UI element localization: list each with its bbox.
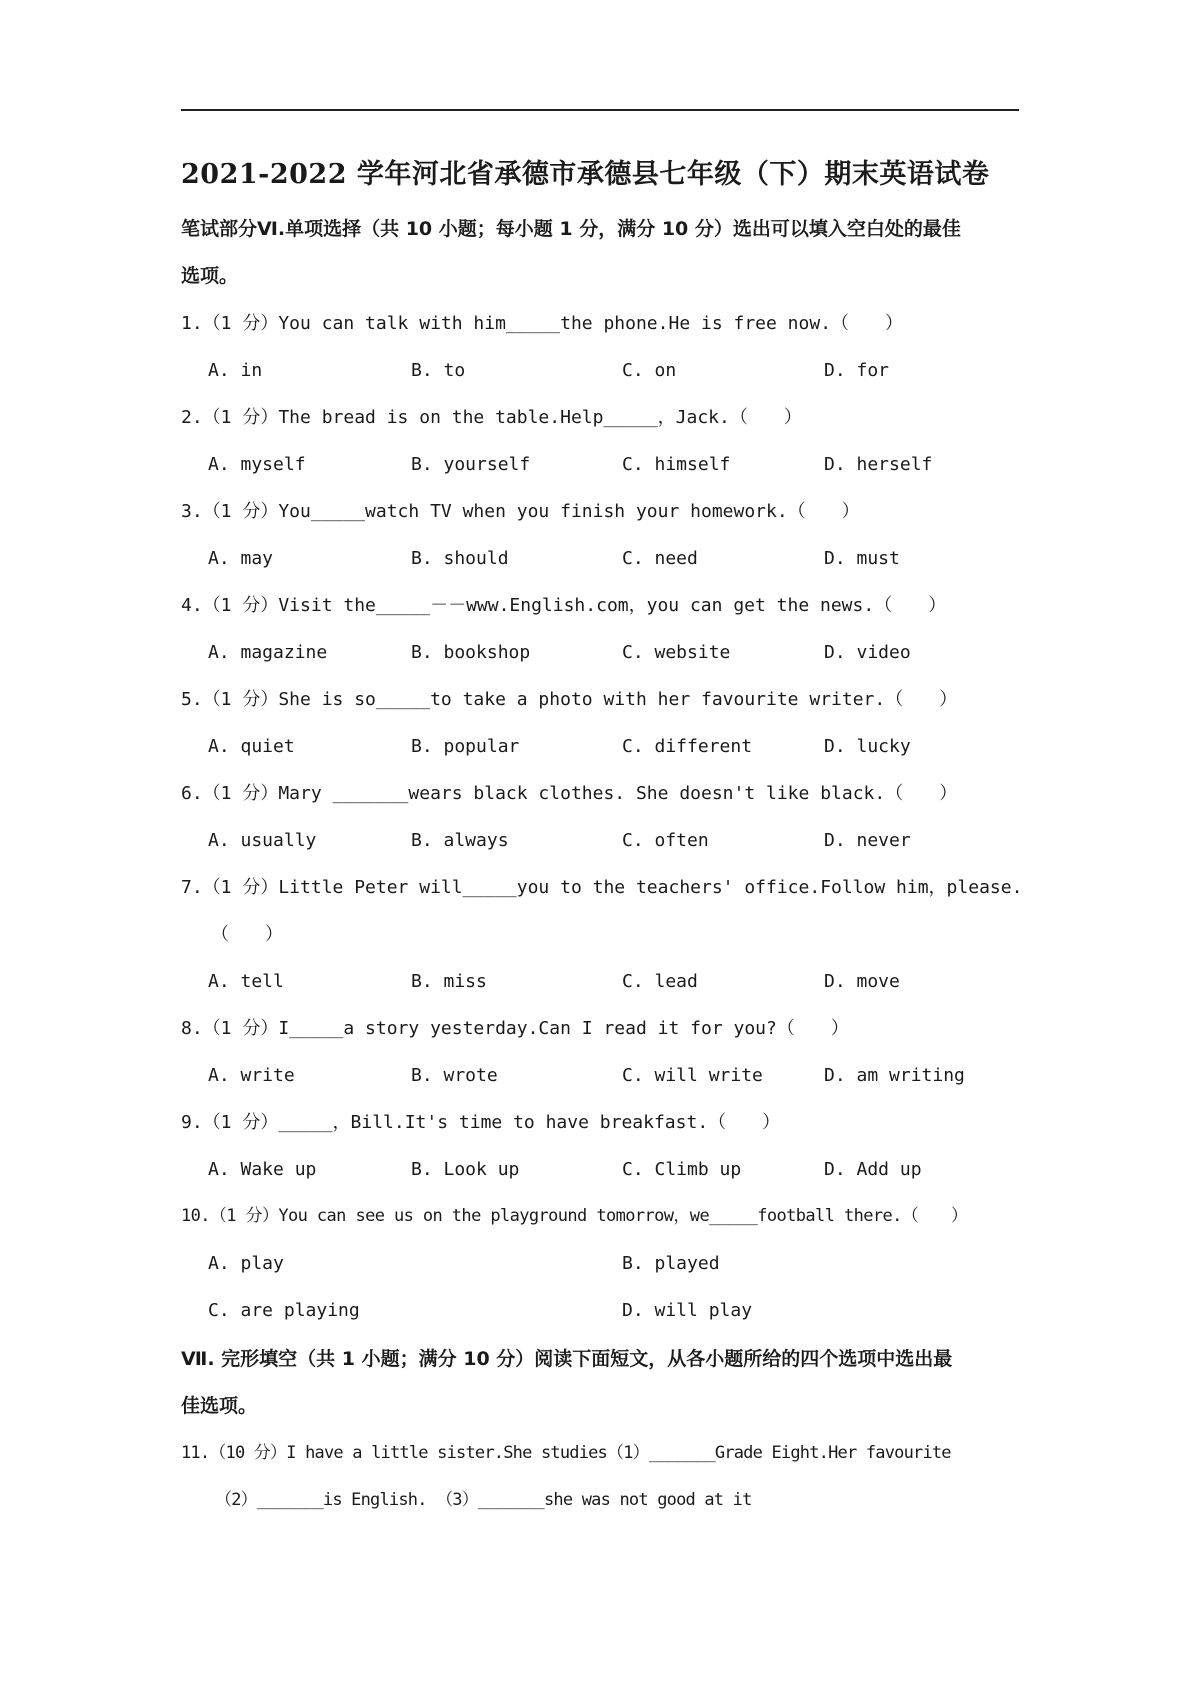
option-b[interactable]: B. wrote: [411, 1065, 498, 1086]
answer-bracket: （ ）: [211, 924, 283, 945]
passage-line: （2）_______is English. （3）_______she was not good at it: [215, 1490, 752, 1510]
option-a[interactable]: A. write: [208, 1065, 295, 1086]
option-a[interactable]: A. in: [208, 360, 263, 381]
option-a[interactable]: A. quiet: [208, 736, 295, 757]
option-c[interactable]: C. are playing: [208, 1300, 360, 1321]
option-d[interactable]: D. herself: [824, 454, 933, 475]
option-b[interactable]: B. played: [622, 1253, 720, 1274]
question-stem: 6.（1 分）Mary _______wears black clothes. She doesn't like black.（ ）: [181, 783, 958, 804]
option-b[interactable]: B. Look up: [411, 1159, 520, 1180]
option-b[interactable]: B. miss: [411, 971, 487, 992]
question-options: [208, 817, 1018, 864]
question-stem: 5.（1 分）She is so_____to take a photo with her favourite writer.（ ）: [181, 689, 958, 710]
question-options: [208, 723, 1018, 770]
option-a[interactable]: A. may: [208, 548, 274, 569]
option-a[interactable]: A. usually: [208, 830, 317, 851]
question-stem: 9.（1 分）_____，Bill.It's time to have breakfast.（ ）: [181, 1112, 781, 1133]
section-heading-line: Ⅶ. 完形填空（共 1 小题；满分 10 分）阅读下面短文，从各小题所给的四个选项中选出最: [181, 1348, 953, 1370]
question-options: [208, 1052, 1018, 1099]
option-d[interactable]: D. am writing: [824, 1065, 965, 1086]
option-b[interactable]: B. popular: [411, 736, 520, 757]
question-stem: 10.（1 分）You can see us on the playground tomorrow，we_____football there.（ ）: [181, 1206, 968, 1226]
option-b[interactable]: B. to: [411, 360, 466, 381]
question-options: [208, 1287, 1018, 1334]
option-d[interactable]: D. will play: [622, 1300, 753, 1321]
question-stem: 2.（1 分）The bread is on the table.Help_____，Jack.（ ）: [181, 407, 802, 428]
option-d[interactable]: D. must: [824, 548, 900, 569]
exam-title: 2021-2022 学年河北省承德市承德县七年级（下）期末英语试卷: [181, 159, 990, 190]
option-c[interactable]: C. on: [622, 360, 677, 381]
question-stem: 1.（1 分）You can talk with him_____the phone.He is free now.（ ）: [181, 313, 904, 334]
option-d[interactable]: D. for: [824, 360, 890, 381]
option-c[interactable]: C. need: [622, 548, 698, 569]
option-b[interactable]: B. bookshop: [411, 642, 531, 663]
option-a[interactable]: A. magazine: [208, 642, 328, 663]
option-b[interactable]: B. should: [411, 548, 509, 569]
option-c[interactable]: C. Climb up: [622, 1159, 742, 1180]
option-d[interactable]: D. Add up: [824, 1159, 922, 1180]
question-stem: 3.（1 分）You_____watch TV when you finish your homework.（ ）: [181, 501, 860, 522]
option-d[interactable]: D. video: [824, 642, 911, 663]
question-options: [208, 535, 1018, 582]
question-stem: 7.（1 分）Little Peter will_____you to the teachers' office.Follow him，please.: [181, 877, 1023, 898]
option-a[interactable]: A. Wake up: [208, 1159, 317, 1180]
passage-line: 11.（10 分）I have a little sister.She studies（1）_______Grade Eight.Her favourite: [181, 1443, 951, 1463]
option-d[interactable]: D. move: [824, 971, 900, 992]
question-stem-continued: [181, 911, 1021, 958]
header-rule: [181, 109, 1019, 111]
question-options: [208, 629, 1018, 676]
option-d[interactable]: D. lucky: [824, 736, 911, 757]
section-heading-line: 笔试部分Ⅵ.单项选择（共 10 小题；每小题 1 分，满分 10 分）选出可以填入空白处的最佳: [181, 218, 961, 240]
question-options: [208, 441, 1018, 488]
option-a[interactable]: A. myself: [208, 454, 306, 475]
option-c[interactable]: C. will write: [622, 1065, 763, 1086]
option-b[interactable]: B. yourself: [411, 454, 531, 475]
question-stem: 4.（1 分）Visit the_____－－www.English.com，you can get the news.（ ）: [181, 595, 947, 616]
question-options: [208, 1146, 1018, 1193]
section-heading-single-choice: [181, 206, 1021, 300]
option-d[interactable]: D. never: [824, 830, 911, 851]
option-c[interactable]: C. website: [622, 642, 731, 663]
section-heading-line: 佳选项。: [181, 1395, 258, 1417]
option-c[interactable]: C. often: [622, 830, 709, 851]
question-options: [208, 958, 1018, 1005]
option-c[interactable]: C. lead: [622, 971, 698, 992]
option-c[interactable]: C. himself: [622, 454, 731, 475]
option-a[interactable]: A. play: [208, 1253, 284, 1274]
section-heading-cloze: [181, 1336, 1021, 1430]
option-b[interactable]: B. always: [411, 830, 509, 851]
section-heading-line: 选项。: [181, 265, 239, 287]
question-11-passage: [181, 1430, 1021, 1524]
question-options: [208, 1240, 1018, 1287]
option-a[interactable]: A. tell: [208, 971, 284, 992]
option-c[interactable]: C. different: [622, 736, 753, 757]
question-options: [208, 347, 1018, 394]
question-stem: 8.（1 分）I_____a story yesterday.Can I read it for you?（ ）: [181, 1018, 849, 1039]
